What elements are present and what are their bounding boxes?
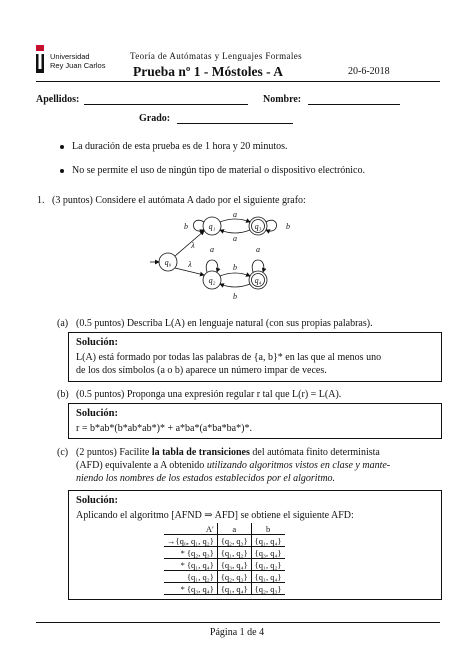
solution-title: Solución: <box>76 408 119 419</box>
row-mark: * <box>180 559 185 570</box>
row-state: {q₁, q₂} <box>186 571 214 582</box>
part-c-text <box>76 446 440 485</box>
nombre-field[interactable] <box>308 104 400 105</box>
edge-q4-q2 <box>220 284 250 287</box>
question-1-number: 1. <box>37 195 45 206</box>
part-c-line3-italic: niendo los nombres de los estados establecidos por el algoritmo. <box>76 473 336 484</box>
part-b-text: (0.5 puntos) Proponga una expresión regular r tal que L(r) = L(A). <box>76 389 342 400</box>
row-a: {q₂, q₃} <box>217 571 251 583</box>
grado-label: Grado: <box>139 113 171 124</box>
instruction-duration: La duración de esta prueba es de 1 hora y 20 minutos. <box>72 141 288 152</box>
header-a: a <box>217 523 251 535</box>
edge-label-q4-q2: b <box>233 292 237 301</box>
part-c-solution-intro: Aplicando el algoritmo [AFND ⇒ AFD] se obtiene el siguiente AFD: <box>76 510 354 521</box>
row-mark: → <box>167 535 176 546</box>
table-row <box>164 571 285 583</box>
part-c-line2-pre: (AFD) equivalente a A obtenido <box>76 460 207 471</box>
row-b: {q₂, q₃} <box>251 583 284 595</box>
row-b: {q₃, q₄} <box>251 547 284 559</box>
university-name <box>50 52 105 70</box>
label-q0: q₀ <box>164 258 172 267</box>
part-a-label: (a) <box>57 318 69 329</box>
part-c-line1-post: del autómata finito determinista <box>249 447 380 458</box>
row-b: {q₁, q₄} <box>251 535 284 547</box>
part-c-line2-italic: utilizando algoritmos vistos en clase y mante- <box>206 460 391 471</box>
row-state: {q₃, q₄} <box>186 583 214 594</box>
label-q4: q₄ <box>254 276 262 285</box>
edge-label-loop-q4: a <box>256 245 260 254</box>
logo-line-2: Rey Juan Carlos <box>50 61 106 70</box>
logo-line-1: Universidad <box>50 52 90 61</box>
header-divider <box>36 81 440 82</box>
row-state: {q₂, q₃} <box>186 547 214 558</box>
edge-label-q3-q1: a <box>233 234 237 243</box>
table-row <box>164 559 285 571</box>
edge-q1-q3 <box>220 219 250 222</box>
row-a: {q₃, q₄} <box>217 559 251 571</box>
part-b-solution: r = b*ab*(b*ab*ab*)* + a*ba*(a*ba*ba*)*. <box>76 423 252 434</box>
part-a-text: (0.5 puntos) Describa L(A) en lenguaje natural (con sus propias palabras). <box>76 318 373 329</box>
exam-date: 20-6-2018 <box>348 66 390 77</box>
row-b: {q₁, q₄} <box>251 571 284 583</box>
table-row <box>164 535 285 547</box>
edge-label-q2-q4: b <box>233 263 237 272</box>
edge-q0-q1 <box>175 231 204 256</box>
part-c-line1-pre: (2 puntos) Facilite <box>76 447 152 458</box>
bullet-icon <box>60 169 64 173</box>
part-b-solution-box <box>68 403 442 439</box>
nombre-label: Nombre: <box>263 94 302 105</box>
solution-title: Solución: <box>76 495 119 506</box>
loop-q2 <box>206 260 218 272</box>
table-row <box>164 583 285 595</box>
row-b: {q₁, q₂} <box>251 559 284 571</box>
edge-q3-q1 <box>220 230 250 233</box>
row-mark: * <box>180 547 185 558</box>
edge-label-loop-q3: b <box>286 222 290 231</box>
loop-q4 <box>252 260 264 272</box>
edge-label-q1-q3: a <box>233 210 237 219</box>
row-a: {q₁, q₂} <box>217 547 251 559</box>
row-a: {q₁, q₄} <box>217 583 251 595</box>
part-c-label: (c) <box>57 447 69 458</box>
row-state: {q₀, q₁, q₂} <box>175 535 214 546</box>
label-q1: q₁ <box>208 222 216 231</box>
bullet-icon <box>60 145 64 149</box>
automaton-diagram <box>150 210 310 305</box>
university-logo-icon <box>36 45 44 73</box>
course-name: Teoría de Autómatas y Lenguajes Formales <box>130 51 303 61</box>
part-b-label: (b) <box>57 389 69 400</box>
edge-label-loop-q2: a <box>210 245 214 254</box>
part-a-solution-line-2: de los dos símbolos (a o b) aparece un número impar de veces. <box>76 365 327 376</box>
row-a: {q₂, q₃} <box>217 535 251 547</box>
page-number: Página 1 de 4 <box>209 627 265 638</box>
header-state: A′ <box>205 523 214 534</box>
part-a-solution-line-1: L(A) está formado por todas las palabras de {a, b}* en las que al menos uno <box>76 352 382 363</box>
edge-label-q0-q1: λ <box>191 241 195 250</box>
grado-field[interactable] <box>177 123 293 124</box>
label-q3: q₃ <box>254 222 262 231</box>
part-a-solution-box <box>68 332 442 382</box>
footer-divider <box>36 622 440 623</box>
label-q2: q₂ <box>208 276 216 285</box>
header-b: b <box>251 523 284 535</box>
apellidos-label: Apellidos: <box>36 94 80 105</box>
row-state: {q₁, q₄} <box>186 559 214 570</box>
instruction-materials: No se permite el uso de ningún tipo de material o dispositivo electrónico. <box>72 165 365 176</box>
table-header-row <box>164 523 285 535</box>
edge-q0-q2 <box>175 268 204 275</box>
edge-label-q0-q2: λ <box>188 260 192 269</box>
loop-q1 <box>194 220 205 231</box>
apellidos-field[interactable] <box>84 104 248 105</box>
row-mark: * <box>180 583 185 594</box>
exam-title: Prueba nº 1 - Móstoles - A <box>133 64 283 79</box>
afd-transition-table <box>164 523 285 595</box>
solution-title: Solución: <box>76 337 119 348</box>
edge-q2-q4 <box>220 273 250 276</box>
loop-q3 <box>266 220 277 231</box>
question-1-text: (3 puntos) Considere el autómata A dado por el siguiente grafo: <box>52 195 306 206</box>
part-c-line1-bold: la tabla de transiciones <box>151 447 250 458</box>
edge-label-loop-q1: b <box>184 222 188 231</box>
part-c-solution-box <box>68 490 442 600</box>
table-row <box>164 547 285 559</box>
